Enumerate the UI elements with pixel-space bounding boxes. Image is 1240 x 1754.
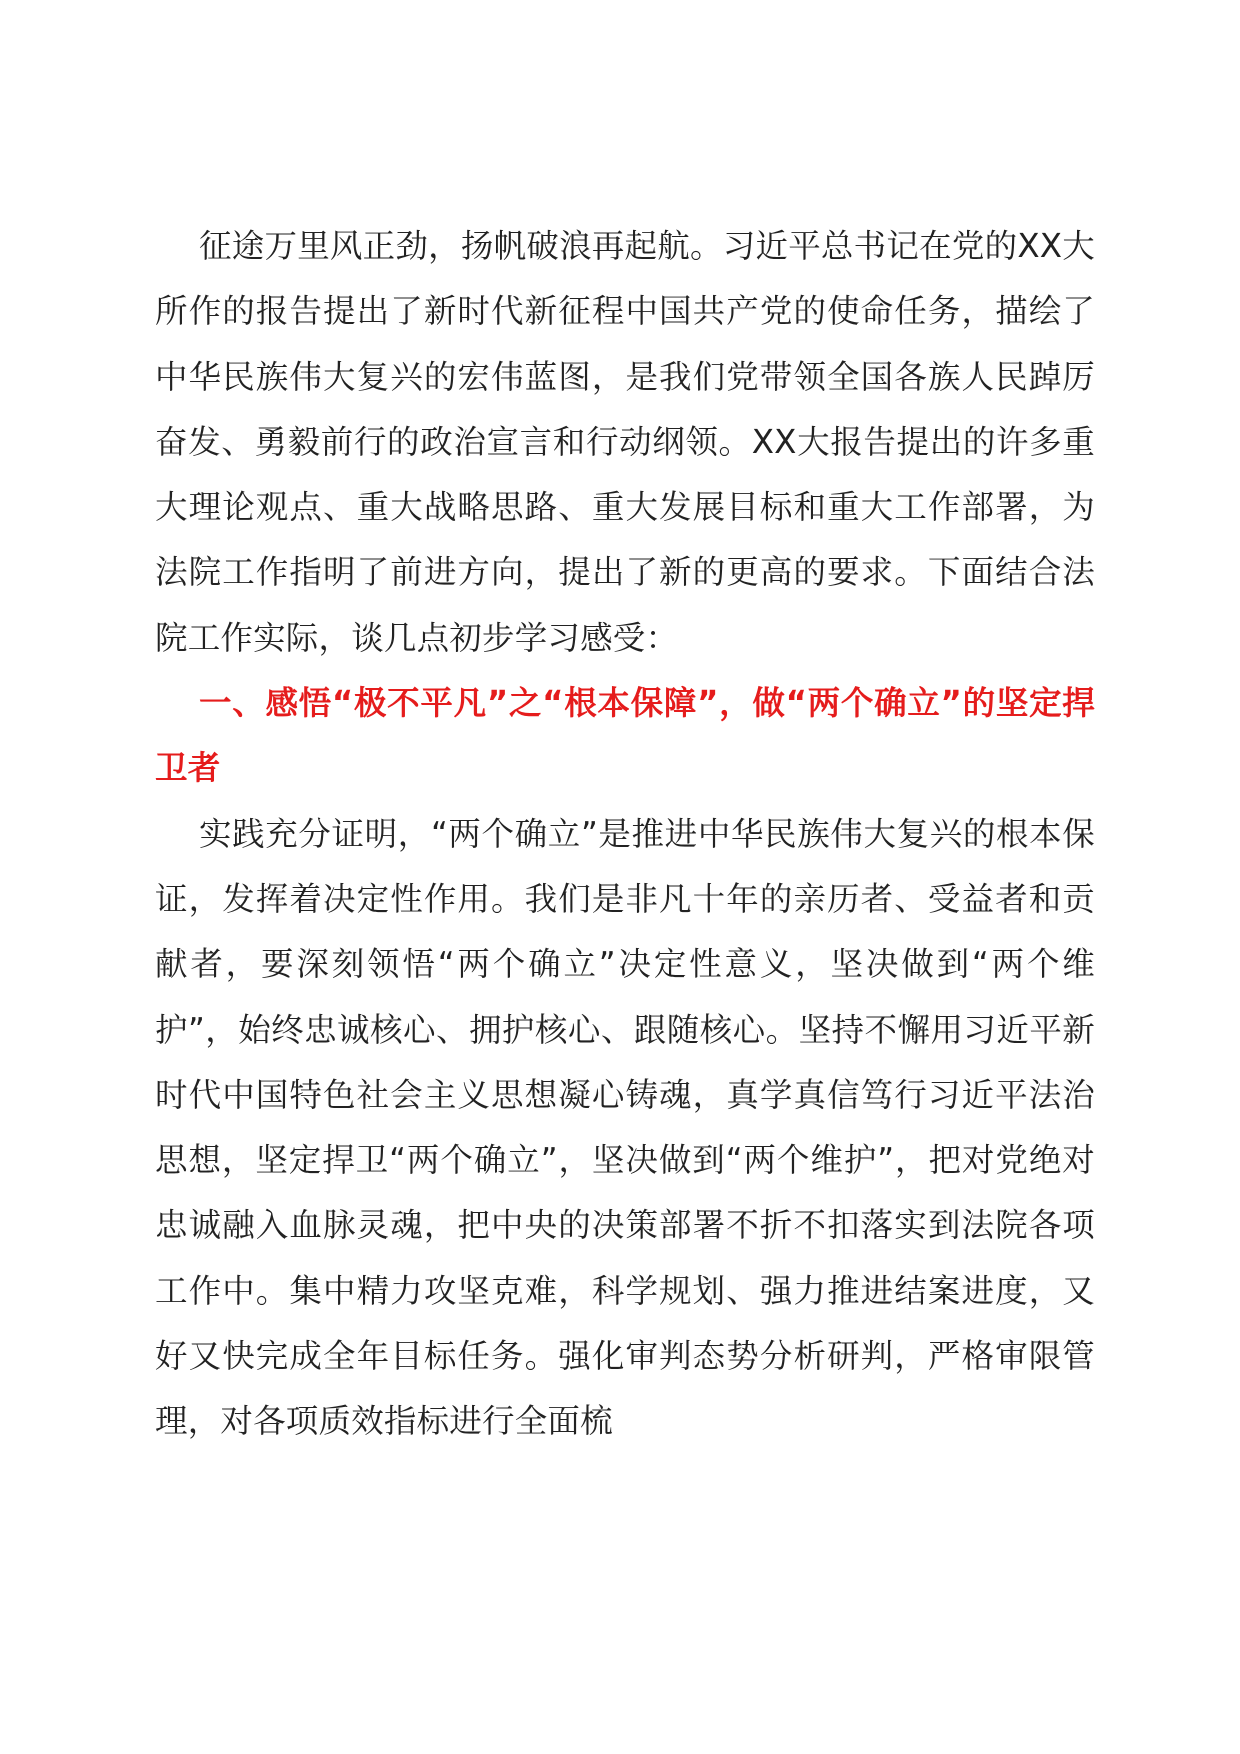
document-body: [155, 214, 1095, 1455]
intro-paragraph: 征途万里风正劲，扬帆破浪再起航。习近平总书记在党的XX大所作的报告提出了新时代新征程中国共产党的使命任务，描绘了中华民族伟大复兴的宏伟蓝图，是我们党带领全国各族人民踔厉奋发、勇毅前行的政治宣言和行动纲领。XX大报告提出的许多重大理论观点、重大战略思路、重大发展目标和重大工作部署，为法院工作指明了前进方向，提出了新的更高的要求。下面结合法院工作实际，谈几点初步学习感受：: [155, 227, 1095, 657]
section-1-paragraph: 实践充分证明，“两个确立”是推进中华民族伟大复兴的根本保证，发挥着决定性作用。我们是非凡十年的亲历者、受益者和贡献者，要深刻领悟“两个确立”决定性意义，坚决做到“两个维护”，始终忠诚核心、拥护核心、跟随核心。坚持不懈用习近平新时代中国特色社会主义思想凝心铸魂，真学真信笃行习近平法治思想，坚定捍卫“两个确立”，坚决做到“两个维护”，把对党绝对忠诚融入血脉灵魂，把中央的决策部署不折不扣落实到法院各项工作中。集中精力攻坚克难，科学规划、强力推进结案进度，又好又快完成全年目标任务。强化审判态势分析研判，严格审限管理，对各项质效指标进行全面梳: [155, 814, 1095, 1441]
section-heading-1: 一、感悟“极不平凡”之“根本保障”，做“两个确立”的坚定捍卫者: [155, 684, 1095, 788]
